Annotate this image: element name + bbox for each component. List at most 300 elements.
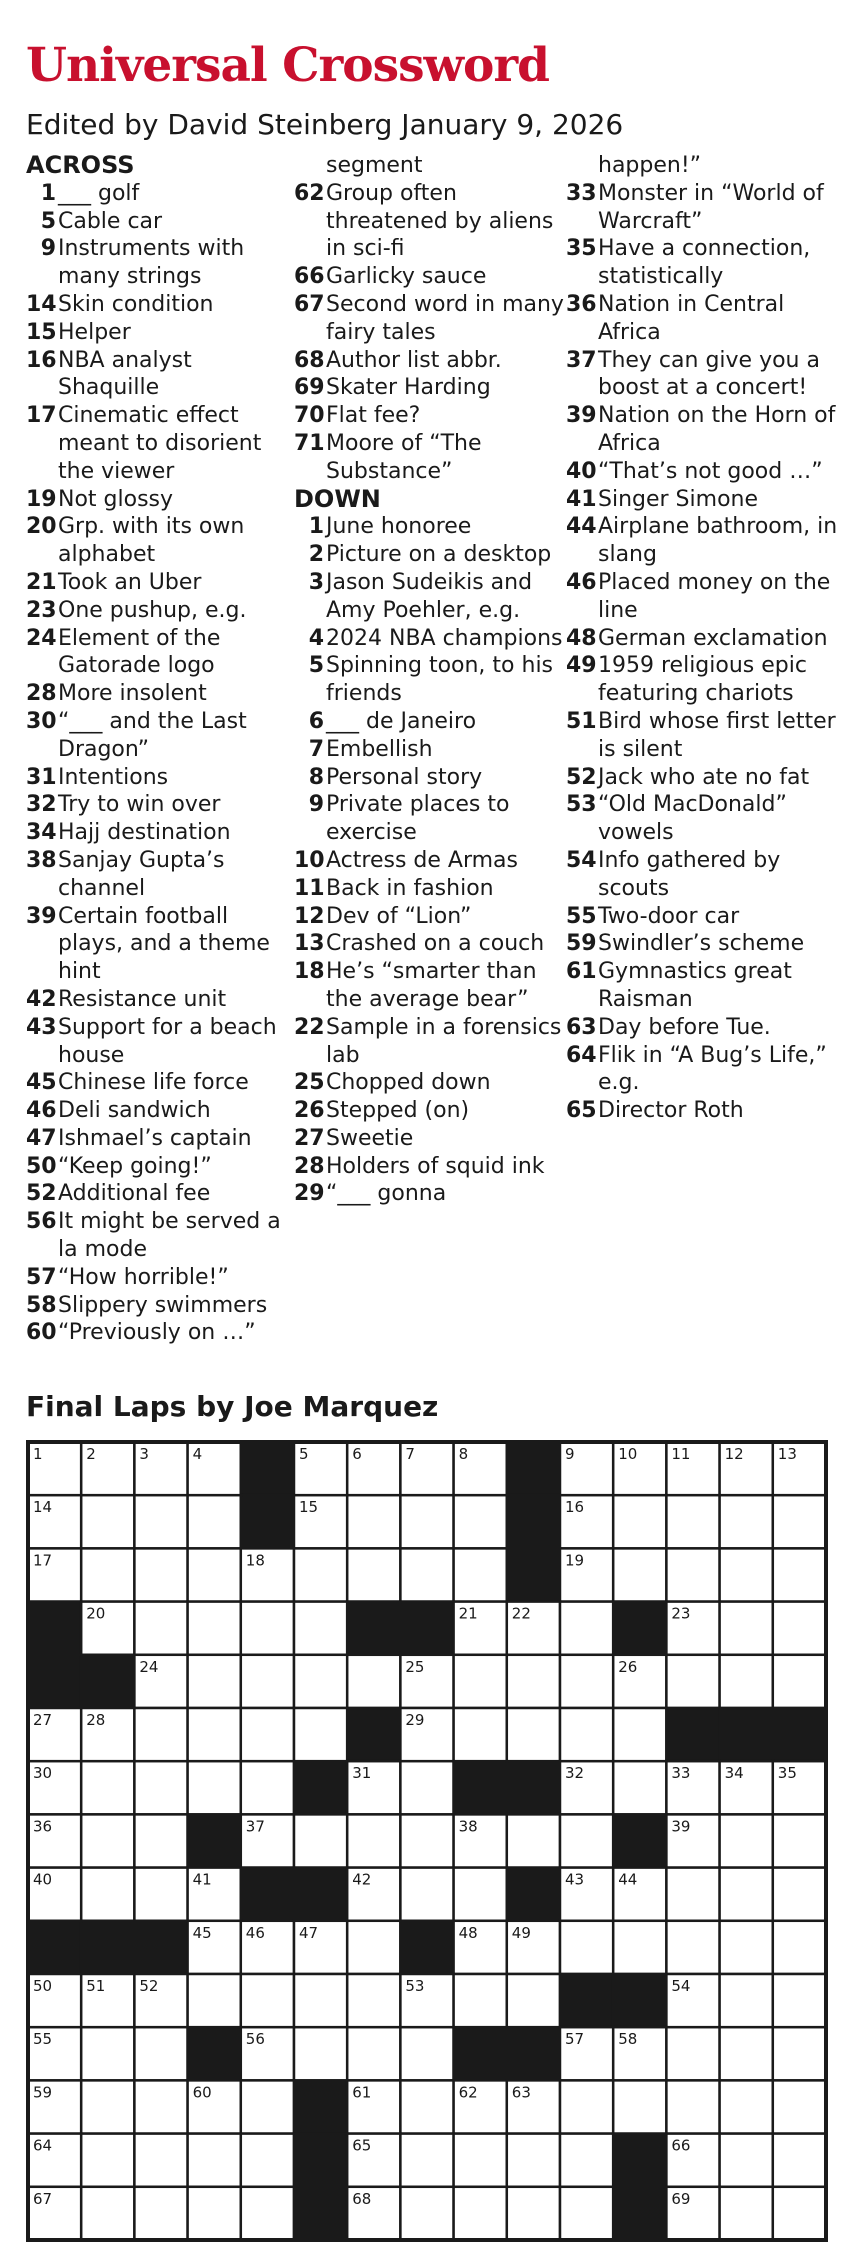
clue-text: Swindler’s scheme [598, 931, 805, 957]
cell-number: 51 [86, 1977, 106, 1995]
grid-cell[interactable] [134, 2027, 187, 2080]
grid-cell[interactable] [188, 1548, 241, 1601]
clue-item[interactable] [294, 1069, 564, 1097]
grid-cell[interactable] [720, 1921, 773, 1974]
clue-number: 38 [26, 847, 57, 873]
grid-cell[interactable] [507, 2187, 560, 2240]
grid-cell[interactable] [241, 2134, 294, 2187]
grid-cell[interactable] [294, 2027, 347, 2080]
clue-item[interactable] [294, 708, 564, 736]
clue-item[interactable] [294, 652, 564, 708]
grid-cell[interactable] [134, 2134, 187, 2187]
grid-cell[interactable] [81, 1548, 134, 1601]
clue-text: Chopped down [326, 1070, 491, 1096]
grid-cell[interactable] [613, 1548, 666, 1601]
grid-cell[interactable] [400, 1761, 453, 1814]
clue-item[interactable] [26, 680, 296, 708]
grid-cell[interactable] [294, 1602, 347, 1655]
grid-cell[interactable] [613, 1708, 666, 1761]
clue-text: Have a connection, statistically [598, 236, 811, 290]
grid-cell[interactable] [188, 1655, 241, 1708]
clue-item[interactable] [26, 847, 296, 903]
cell-number: 9 [565, 1445, 575, 1463]
cell-number: 18 [245, 1551, 265, 1570]
clue-item[interactable] [566, 458, 841, 486]
clue-item[interactable] [566, 903, 841, 931]
grid-cell[interactable] [560, 1655, 613, 1708]
clue-item[interactable] [566, 486, 841, 514]
clue-text: ___ golf [58, 180, 140, 206]
clue-text: Skater Harding [326, 375, 491, 401]
grid-cell[interactable] [773, 1974, 826, 2027]
clue-item[interactable] [566, 291, 841, 347]
clue-item[interactable] [294, 958, 564, 1014]
clue-item[interactable] [566, 569, 841, 625]
grid-cell[interactable] [507, 1655, 560, 1708]
clue-text: Holders of squid ink [326, 1153, 545, 1179]
clue-item[interactable] [26, 819, 296, 847]
grid-block [454, 1761, 507, 1814]
grid-cell[interactable] [613, 1495, 666, 1548]
clue-number: 64 [566, 1042, 597, 1068]
clue-item[interactable] [26, 1264, 296, 1292]
clue-text: Ishmael’s captain [58, 1125, 252, 1151]
clue-item[interactable] [566, 652, 841, 708]
clue-item[interactable] [26, 903, 296, 986]
clue-item[interactable] [294, 541, 564, 569]
clue-item[interactable] [294, 875, 564, 903]
grid-cell[interactable] [241, 1974, 294, 2027]
clue-text: Not glossy [58, 486, 174, 512]
grid-cell[interactable] [773, 2027, 826, 2080]
grid-cell[interactable] [81, 2027, 134, 2080]
clue-text: Flat fee? [326, 403, 421, 429]
clue-number: 1 [40, 180, 56, 206]
clue-text: Sanjay Gupta’s channel [58, 847, 225, 901]
clue-number: 15 [26, 319, 57, 345]
grid-block [294, 2187, 347, 2240]
grid-cell[interactable] [666, 1921, 719, 1974]
clue-number: 53 [566, 792, 597, 818]
clue-item[interactable] [26, 347, 296, 403]
cell-number: 27 [33, 1711, 53, 1729]
grid-cell[interactable] [666, 1548, 719, 1601]
clue-item[interactable] [294, 513, 564, 541]
cell-number: 21 [458, 1604, 478, 1623]
clue-item[interactable] [294, 347, 564, 375]
grid-cell[interactable] [400, 1495, 453, 1548]
grid-cell[interactable] [454, 1868, 507, 1921]
grid-cell[interactable] [188, 1761, 241, 1814]
grid-cell[interactable] [347, 1495, 400, 1548]
clue-item[interactable] [294, 430, 564, 486]
clue-item[interactable] [294, 291, 564, 347]
grid-cell[interactable] [720, 1868, 773, 1921]
clue-item[interactable] [566, 708, 841, 764]
grid-cell[interactable] [773, 1868, 826, 1921]
clue-item[interactable] [26, 486, 296, 514]
grid-block [507, 2027, 560, 2080]
grid-cell[interactable] [134, 1602, 187, 1655]
grid-cell[interactable] [560, 2080, 613, 2133]
clue-number: 60 [26, 1320, 57, 1346]
grid-block [81, 1655, 134, 1708]
grid-cell[interactable] [188, 1495, 241, 1548]
clue-number: 70 [294, 403, 325, 429]
grid-cell[interactable] [294, 1814, 347, 1867]
grid-cell[interactable] [720, 2134, 773, 2187]
clue-item[interactable] [294, 1097, 564, 1125]
clue-number: 39 [566, 403, 597, 429]
clue-item[interactable] [26, 1097, 296, 1125]
grid-cell[interactable] [613, 1921, 666, 1974]
clue-column-1 [26, 152, 296, 1347]
clue-item[interactable] [294, 847, 564, 875]
grid-cell[interactable] [81, 2080, 134, 2133]
clue-item[interactable] [294, 263, 564, 291]
clue-item[interactable] [294, 764, 564, 792]
grid-cell[interactable] [134, 1761, 187, 1814]
grid-cell[interactable] [81, 1495, 134, 1548]
grid-cell[interactable] [720, 2027, 773, 2080]
grid-cell[interactable] [347, 1548, 400, 1601]
grid-cell[interactable] [294, 1974, 347, 2027]
grid-cell[interactable] [241, 1708, 294, 1761]
clue-item[interactable] [26, 208, 296, 236]
page-title: Universal Crossword [26, 38, 549, 93]
grid-cell[interactable] [188, 1602, 241, 1655]
grid-cell[interactable] [134, 1868, 187, 1921]
clue-number: 39 [26, 903, 57, 929]
clue-item[interactable] [26, 1125, 296, 1153]
grid-cell[interactable] [347, 1655, 400, 1708]
clue-item[interactable] [26, 180, 296, 208]
grid-cell[interactable] [400, 2187, 453, 2240]
clue-number: 12 [294, 903, 325, 929]
clue-item[interactable] [566, 764, 841, 792]
clue-item[interactable] [26, 1014, 296, 1070]
grid-cell[interactable] [773, 2187, 826, 2240]
grid-cell[interactable] [241, 1761, 294, 1814]
grid-cell[interactable] [773, 2080, 826, 2133]
grid-cell[interactable] [188, 1708, 241, 1761]
clue-number: 69 [294, 375, 325, 401]
crossword-grid[interactable] [26, 1440, 828, 2242]
clue-item[interactable] [566, 1014, 841, 1042]
clue-text: Info gathered by scouts [598, 847, 781, 901]
clue-item[interactable] [26, 1153, 296, 1181]
grid-cell[interactable] [294, 1548, 347, 1601]
grid-cell[interactable] [400, 1814, 453, 1867]
grid-cell[interactable] [188, 1974, 241, 2027]
grid-cell[interactable] [666, 1655, 719, 1708]
cell-number: 36 [33, 1817, 53, 1836]
cell-number: 65 [352, 2136, 372, 2155]
clue-item[interactable] [26, 791, 296, 819]
grid-cell[interactable] [560, 2187, 613, 2240]
grid-cell[interactable] [720, 1495, 773, 1548]
grid-cell[interactable] [720, 2187, 773, 2240]
clue-item[interactable] [566, 1097, 841, 1125]
clue-item[interactable] [26, 1319, 296, 1347]
clue-item[interactable] [294, 1180, 564, 1208]
clue-item[interactable] [26, 402, 296, 485]
grid-cell[interactable] [773, 2134, 826, 2187]
grid-cell[interactable] [773, 1814, 826, 1867]
grid-cell[interactable] [294, 1655, 347, 1708]
clue-item[interactable] [26, 708, 296, 764]
section-heading: ACROSS [26, 151, 135, 179]
grid-cell[interactable] [560, 1708, 613, 1761]
grid-cell[interactable] [400, 2080, 453, 2133]
grid-cell[interactable] [241, 2187, 294, 2240]
clue-text: Picture on a desktop [326, 542, 552, 568]
clue-text: Airplane bathroom, in slang [598, 514, 838, 568]
grid-block [507, 1442, 560, 1495]
grid-cell[interactable] [188, 2134, 241, 2187]
clue-item[interactable] [294, 402, 564, 430]
grid-cell[interactable] [560, 2134, 613, 2187]
grid-block [294, 1761, 347, 1814]
cell-number: 25 [405, 1657, 425, 1676]
grid-block [241, 1868, 294, 1921]
grid-cell[interactable] [81, 2187, 134, 2240]
grid-cell[interactable] [134, 1708, 187, 1761]
clue-number: 13 [294, 931, 325, 957]
grid-cell[interactable] [400, 2134, 453, 2187]
clue-item[interactable] [294, 625, 564, 653]
clue-number: 32 [26, 792, 57, 818]
clue-item[interactable] [26, 319, 296, 347]
cell-number: 12 [724, 1445, 744, 1463]
cell-number: 11 [671, 1445, 691, 1463]
grid-cell[interactable] [720, 1814, 773, 1867]
clue-item[interactable] [26, 291, 296, 319]
grid-cell[interactable] [134, 1814, 187, 1867]
grid-cell[interactable] [294, 1708, 347, 1761]
cell-number: 4 [192, 1445, 203, 1463]
clue-item[interactable] [294, 569, 564, 625]
grid-cell[interactable] [400, 1548, 453, 1601]
grid-block [720, 1708, 773, 1761]
grid-cell[interactable] [773, 1548, 826, 1601]
cell-number: 16 [565, 1498, 585, 1517]
clue-text: Nation in Central Africa [598, 291, 785, 345]
grid-block [347, 1708, 400, 1761]
grid-cell[interactable] [666, 2027, 719, 2080]
clue-number: 52 [26, 1181, 57, 1207]
clue-number: 50 [26, 1153, 57, 1179]
clue-item[interactable] [566, 513, 841, 569]
grid-block [347, 1602, 400, 1655]
clue-item[interactable] [26, 625, 296, 681]
grid-cell[interactable] [720, 1655, 773, 1708]
grid-cell[interactable] [454, 1548, 507, 1601]
clue-item[interactable] [294, 180, 564, 263]
cell-number: 57 [565, 2030, 585, 2049]
clue-item[interactable] [566, 1042, 841, 1098]
clue-text: Sample in a forensics lab [326, 1014, 562, 1068]
clue-item[interactable] [26, 235, 296, 291]
grid-cell[interactable] [81, 2134, 134, 2187]
grid-cell[interactable] [507, 2134, 560, 2187]
clue-text: Private places to exercise [326, 792, 510, 846]
grid-cell[interactable] [507, 1708, 560, 1761]
clue-item[interactable] [566, 958, 841, 1014]
clue-text: Cable car [58, 208, 163, 234]
clue-item[interactable] [566, 402, 841, 458]
clue-item[interactable] [294, 1125, 564, 1153]
grid-cell[interactable] [241, 1655, 294, 1708]
clue-text: NBA analyst Shaquille [58, 347, 192, 401]
clue-item[interactable] [294, 1153, 564, 1181]
clue-item[interactable] [294, 903, 564, 931]
grid-cell[interactable] [507, 1814, 560, 1867]
clue-text: Moore of “The Substance” [326, 430, 482, 484]
grid-cell[interactable] [400, 1868, 453, 1921]
clue-number: 30 [26, 708, 57, 734]
grid-block [613, 1974, 666, 2027]
clue-text: Sweetie [326, 1125, 414, 1151]
cell-number: 28 [86, 1711, 106, 1729]
grid-block [613, 2134, 666, 2187]
grid-cell[interactable] [134, 1548, 187, 1601]
grid-block [400, 1602, 453, 1655]
clue-item[interactable] [26, 764, 296, 792]
cell-number: 44 [618, 1870, 638, 1889]
clue-number: 59 [566, 931, 597, 957]
cell-number: 1 [33, 1445, 43, 1463]
clue-text: “___ and the Last Dragon” [58, 708, 247, 762]
clue-text: “How horrible!” [58, 1264, 229, 1290]
grid-cell[interactable] [454, 2134, 507, 2187]
clue-item[interactable] [26, 1292, 296, 1320]
cell-number: 47 [299, 1923, 319, 1942]
grid-cell[interactable] [241, 1602, 294, 1655]
cell-number: 40 [33, 1870, 53, 1889]
clue-number: 54 [566, 847, 597, 873]
grid-cell[interactable] [560, 1814, 613, 1867]
clue-item[interactable] [26, 986, 296, 1014]
clue-number: 51 [566, 708, 597, 734]
grid-cell[interactable] [347, 1921, 400, 1974]
grid-cell[interactable] [666, 1495, 719, 1548]
grid-block [507, 1548, 560, 1601]
clue-item[interactable] [566, 347, 841, 403]
grid-block [666, 1708, 719, 1761]
clue-number: 3 [308, 569, 324, 595]
clue-item[interactable] [26, 1208, 296, 1264]
clue-item[interactable] [26, 569, 296, 597]
clue-item[interactable] [294, 791, 564, 847]
clue-text: Nation on the Horn of Africa [598, 403, 836, 456]
grid-cell[interactable] [720, 1548, 773, 1601]
clue-item[interactable] [294, 736, 564, 764]
grid-cell[interactable] [454, 1974, 507, 2027]
clue-item[interactable] [566, 235, 841, 291]
grid-cell[interactable] [81, 1761, 134, 1814]
grid-cell[interactable] [773, 1655, 826, 1708]
grid-cell[interactable] [347, 2027, 400, 2080]
grid-cell[interactable] [454, 1655, 507, 1708]
grid-cell[interactable] [773, 1921, 826, 1974]
grid-cell[interactable] [773, 1495, 826, 1548]
clue-text: One pushup, e.g. [58, 597, 247, 623]
clue-item[interactable] [294, 1014, 564, 1070]
grid-cell[interactable] [613, 1761, 666, 1814]
clue-item[interactable] [26, 1180, 296, 1208]
grid-block [241, 1495, 294, 1548]
clue-item[interactable] [566, 625, 841, 653]
clue-number: 52 [566, 764, 597, 790]
grid-block [400, 1921, 453, 1974]
cell-number: 30 [33, 1764, 53, 1783]
grid-cell[interactable] [81, 1814, 134, 1867]
clue-item[interactable] [26, 1069, 296, 1097]
cell-number: 45 [192, 1923, 212, 1942]
grid-cell[interactable] [507, 1974, 560, 2027]
clue-item[interactable] [566, 180, 841, 236]
grid-cell[interactable] [560, 1921, 613, 1974]
clue-item[interactable] [294, 374, 564, 402]
clue-number: 46 [26, 1098, 57, 1124]
clue-text: Hajj destination [58, 820, 231, 846]
grid-cell[interactable] [134, 2187, 187, 2240]
grid-cell[interactable] [666, 1868, 719, 1921]
clue-item[interactable] [26, 513, 296, 569]
clue-column-2 [294, 152, 564, 1208]
grid-cell[interactable] [720, 2080, 773, 2133]
cell-number: 38 [458, 1817, 478, 1836]
clue-number: 71 [294, 430, 325, 456]
grid-cell[interactable] [666, 2080, 719, 2133]
grid-block [507, 1495, 560, 1548]
cell-number: 39 [671, 1817, 691, 1836]
grid-cell[interactable] [720, 1602, 773, 1655]
clue-item[interactable] [566, 930, 841, 958]
clue-item[interactable] [294, 930, 564, 958]
grid-cell[interactable] [134, 1495, 187, 1548]
grid-cell[interactable] [773, 1602, 826, 1655]
grid-cell[interactable] [347, 1814, 400, 1867]
grid-cell[interactable] [720, 1974, 773, 2027]
clue-text: Jack who ate no fat [598, 764, 810, 790]
grid-cell[interactable] [613, 2080, 666, 2133]
clue-number: 40 [566, 458, 597, 484]
clue-text: “Previously on …” [58, 1320, 256, 1346]
clue-number: 21 [26, 569, 57, 595]
grid-cell[interactable] [81, 1868, 134, 1921]
grid-cell[interactable] [347, 1974, 400, 2027]
clue-number: 16 [26, 347, 57, 373]
cell-number: 8 [458, 1445, 469, 1463]
grid-cell[interactable] [454, 1495, 507, 1548]
clue-item[interactable] [26, 597, 296, 625]
grid-cell[interactable] [454, 2187, 507, 2240]
clue-text: Singer Simone [598, 486, 759, 512]
clue-item[interactable] [566, 847, 841, 903]
grid-cell[interactable] [454, 1708, 507, 1761]
clue-item[interactable] [566, 791, 841, 847]
grid-cell[interactable] [400, 2027, 453, 2080]
clue-text: Group often threatened by aliens in sci-fi [326, 180, 554, 262]
cell-number: 56 [245, 2030, 265, 2049]
grid-cell[interactable] [134, 2080, 187, 2133]
clue-text: Crashed on a couch [326, 931, 545, 957]
grid-cell[interactable] [560, 1602, 613, 1655]
grid-cell[interactable] [241, 2080, 294, 2133]
grid-cell[interactable] [188, 2187, 241, 2240]
